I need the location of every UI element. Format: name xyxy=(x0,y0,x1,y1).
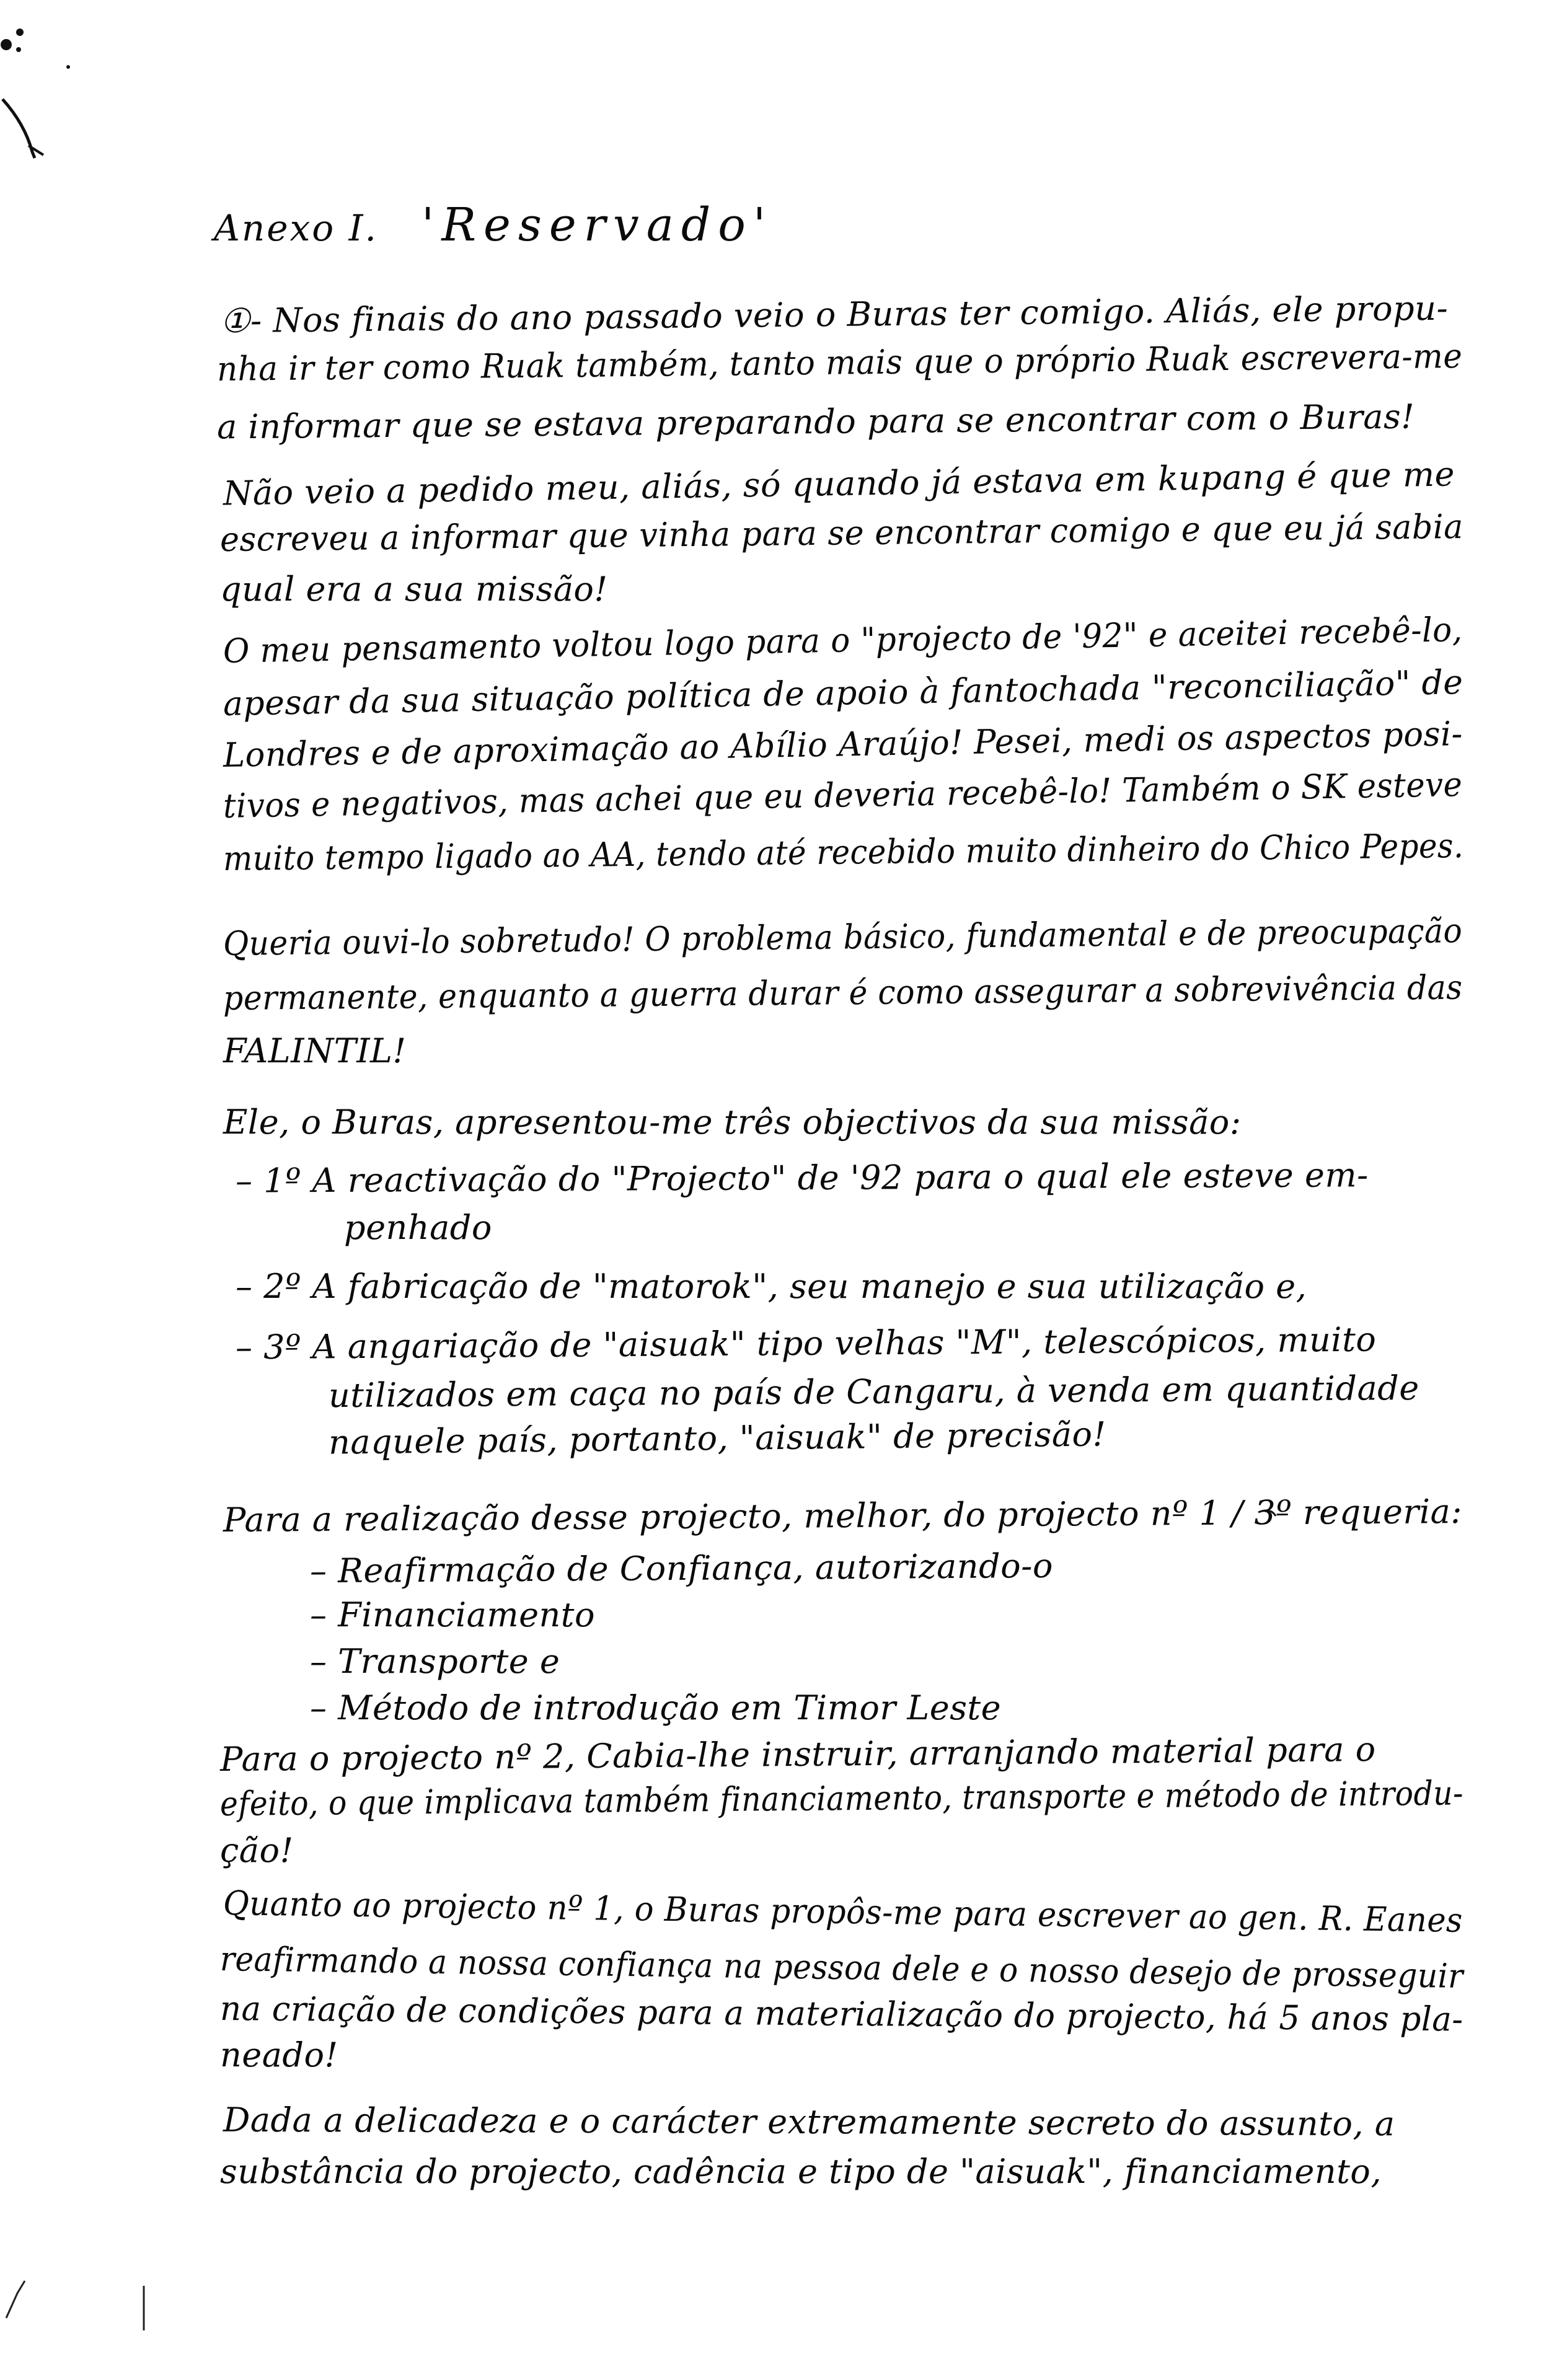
text-line-17: penhado xyxy=(344,1208,492,1247)
text-line-15: Ele, o Buras, apresentou-me três objectivos da sua missão: xyxy=(223,1103,1242,1142)
text-line-35: substância do projecto, cadência e tipo de "aisuak", financiamento, xyxy=(220,2152,1382,2191)
text-line-16: – 1º A reactivação do "Projecto" de '92 para o qual ele esteve em- xyxy=(235,1155,1369,1201)
text-line-8: apesar da sua situação política de apoio à fantochada "reconciliação" de xyxy=(223,663,1463,723)
text-line-26: – Método de introdução em Timor Leste xyxy=(310,1688,1002,1727)
text-line-28: efeito, o que implicava também financiamento, transporte e método de introdu- xyxy=(219,1773,1464,1823)
text-line-14: FALINTIL! xyxy=(223,1031,407,1070)
text-line-9: Londres e de aproximação ao Abílio Araújo! Pesei, medi os aspectos posi- xyxy=(223,714,1463,775)
text-line-33: neado! xyxy=(220,2035,338,2074)
text-line-22: Para a realização desse projecto, melhor, do projecto nº 1 / 3º requeria: xyxy=(223,1492,1463,1540)
text-line-4: Não veio a pedido meu, aliás, só quando já estava em kupang é que me xyxy=(223,454,1455,513)
text-line-21: naquele país, portanto, "aisuak" de precisão! xyxy=(328,1414,1107,1462)
text-line-3: a informar que se estava preparando para se encontrar com o Buras! xyxy=(216,397,1415,447)
text-line-19: – 3º A angariação de "aisuak" tipo velhas "M", telescópicos, muito xyxy=(235,1320,1377,1367)
annex-label: Anexo I. xyxy=(214,207,378,249)
text-line-12: Queria ouvi-lo sobretudo! O problema básico, fundamental e de preocupação xyxy=(223,911,1463,963)
text-line-25: – Transporte e xyxy=(310,1642,560,1681)
text-line-32: na criação de condições para a materialização do projecto, há 5 anos pla- xyxy=(219,1989,1463,2039)
text-line-13: permanente, enquanto a guerra durar é como assegurar a sobrevivência das xyxy=(223,967,1463,1018)
text-line-18: – 2º A fabricação de "matorok", seu manejo e sua utilização e, xyxy=(236,1267,1307,1306)
text-line-5: escreveu a informar que vinha para se encontrar comigo e que eu já sabia xyxy=(219,506,1463,559)
text-line-6: qual era a sua missão! xyxy=(220,570,608,609)
text-line-30: Quanto ao projecto nº 1, o Buras propôs-me para escrever ao gen. R. Eanes xyxy=(223,1884,1463,1940)
text-line-2: nha ir ter como Ruak também, tanto mais que o próprio Ruak escrevera-me xyxy=(216,336,1463,389)
text-line-24: – Financiamento xyxy=(310,1595,596,1634)
confidential-title: 'Reservado' xyxy=(421,198,774,252)
text-line-7: O meu pensamento voltou logo para o "projecto de '92" e aceitei recebê-lo, xyxy=(223,610,1463,671)
text-line-29: ção! xyxy=(220,1831,294,1870)
text-line-11: muito tempo ligado ao AA, tendo até recebido muito dinheiro do Chico Pepes. xyxy=(223,826,1464,878)
text-line-20: utilizados em caça no país de Cangaru, à venda em quantidade xyxy=(328,1368,1419,1416)
text-line-23: – Reafirmação de Confiança, autorizando-o xyxy=(309,1546,1054,1591)
text-line-1: ①- Nos finais do ano passado veio o Buras ter comigo. Aliás, ele propu- xyxy=(219,288,1449,341)
text-line-27: Para o projecto nº 2, Cabia-lhe instruir, arranjando material para o xyxy=(219,1729,1376,1779)
text-line-34: Dada a delicadeza e o carácter extremamente secreto do assunto, a xyxy=(223,2100,1395,2144)
text-line-10: tivos e negativos, mas achei que eu deveria recebê-lo! Também o SK esteve xyxy=(223,765,1463,826)
document-header xyxy=(214,198,773,252)
text-line-31: reafirmando a nossa confiança na pessoa dele e o nosso desejo de prosseguir xyxy=(219,1939,1464,1996)
